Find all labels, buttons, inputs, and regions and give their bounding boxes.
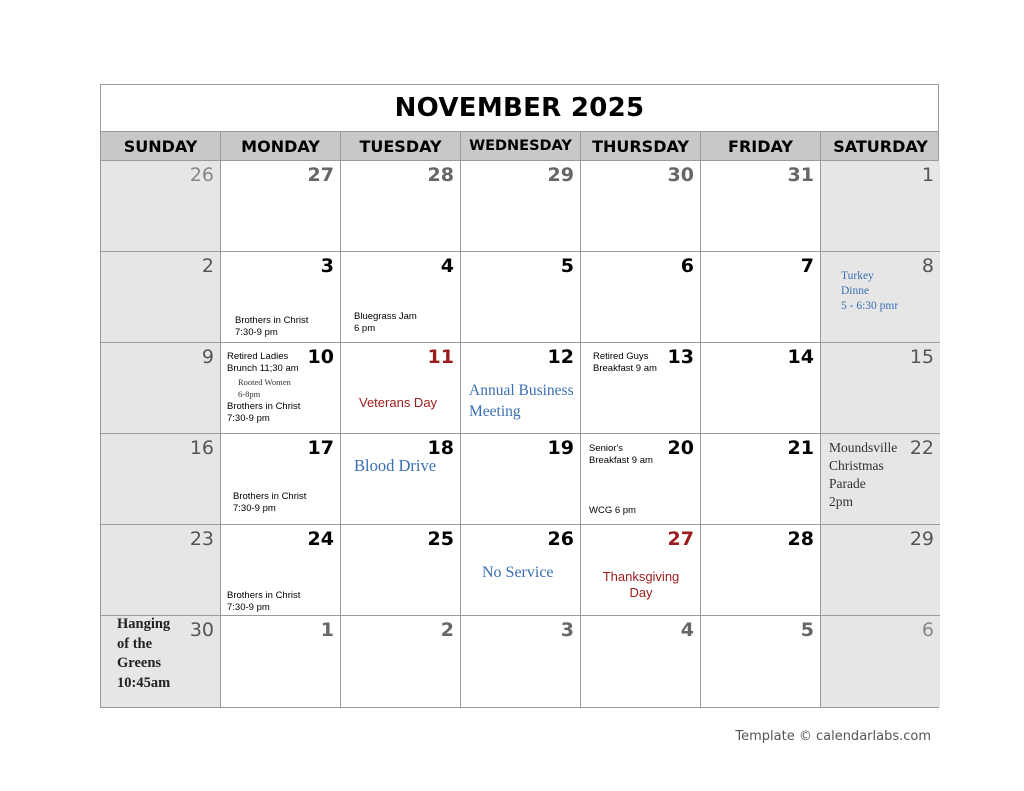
date-number: 28 <box>787 528 814 550</box>
day-header-friday: FRIDAY <box>701 132 821 160</box>
template-credit: Template © calendarlabs.com <box>735 729 931 744</box>
day-cell[interactable] <box>101 434 221 525</box>
date-number: 1 <box>320 619 334 641</box>
date-number: 27 <box>667 528 694 550</box>
date-number: 2 <box>201 255 214 277</box>
day-cell[interactable] <box>101 343 221 434</box>
day-cell[interactable] <box>701 434 821 525</box>
day-cell[interactable] <box>221 434 341 525</box>
date-number: 29 <box>547 164 574 186</box>
day-cell[interactable] <box>461 252 581 343</box>
day-cell[interactable] <box>341 343 461 434</box>
day-cell[interactable] <box>821 616 940 707</box>
event-thanksgiving-day: Thanksgiving Day <box>602 569 680 600</box>
date-number: 24 <box>307 528 334 550</box>
date-number: 11 <box>427 346 454 368</box>
day-cell[interactable] <box>821 161 940 252</box>
day-cell[interactable] <box>581 434 701 525</box>
date-number: 31 <box>787 164 814 186</box>
day-cell[interactable] <box>581 252 701 343</box>
day-cell[interactable] <box>581 616 701 707</box>
day-cell[interactable] <box>821 252 940 343</box>
event-veterans-day: Veterans Day <box>359 395 438 410</box>
day-cell[interactable] <box>341 434 461 525</box>
calendar <box>100 84 939 708</box>
date-number: 15 <box>909 346 934 368</box>
event-blood-drive: Blood Drive <box>354 456 437 475</box>
event-brothers-in-christ: Brothers in Christ 7:30-9 pm <box>227 401 301 424</box>
day-cell[interactable] <box>821 525 940 616</box>
day-header-thursday: THURSDAY <box>581 132 701 160</box>
date-number: 6 <box>921 619 934 641</box>
day-cell[interactable] <box>701 252 821 343</box>
day-cell[interactable] <box>341 616 461 707</box>
date-number: 29 <box>909 528 934 550</box>
date-number: 5 <box>560 255 574 277</box>
date-number: 22 <box>909 437 934 459</box>
date-number: 8 <box>921 255 934 277</box>
day-cell[interactable] <box>101 616 221 707</box>
date-number: 5 <box>800 619 814 641</box>
event-brothers-in-christ: Brothers in Christ 7:30-9 pm <box>235 315 309 338</box>
date-number: 17 <box>307 437 334 459</box>
day-cell[interactable] <box>341 252 461 343</box>
date-number: 30 <box>189 619 214 641</box>
day-cell[interactable] <box>701 161 821 252</box>
day-cell[interactable] <box>341 161 461 252</box>
date-number: 1 <box>921 164 934 186</box>
date-number: 9 <box>201 346 214 368</box>
date-number: 19 <box>547 437 574 459</box>
day-cell[interactable] <box>461 434 581 525</box>
event-moundsville-christmas-parade: Moundsville Christmas Parade 2pm <box>829 440 898 509</box>
day-cell[interactable] <box>461 343 581 434</box>
date-number: 25 <box>427 528 454 550</box>
day-cell[interactable] <box>581 525 701 616</box>
date-number: 7 <box>800 255 814 277</box>
day-cell[interactable] <box>101 252 221 343</box>
day-cell[interactable] <box>461 616 581 707</box>
event-retired-ladies-brunch: Retired Ladies Brunch 11;30 am <box>227 351 299 374</box>
day-cell[interactable] <box>701 343 821 434</box>
day-cell[interactable] <box>101 161 221 252</box>
event-seniors-breakfast: Senior's Breakfast 9 am <box>589 443 653 466</box>
date-number: 30 <box>667 164 694 186</box>
day-cell[interactable] <box>581 343 701 434</box>
event-wcg: WCG 6 pm <box>589 505 636 516</box>
day-cell[interactable] <box>701 525 821 616</box>
day-cell[interactable] <box>821 343 940 434</box>
day-cell[interactable] <box>221 161 341 252</box>
event-brothers-in-christ: Brothers in Christ 7:30-9 pm <box>227 590 301 613</box>
date-number: 6 <box>680 255 694 277</box>
event-rooted-women: Rooted Women 6-8pm <box>238 377 291 399</box>
date-number: 12 <box>547 346 574 368</box>
day-cell[interactable] <box>221 343 341 434</box>
month-title: NOVEMBER 2025 <box>101 85 938 132</box>
day-cell[interactable] <box>821 434 940 525</box>
day-cell[interactable] <box>221 525 341 616</box>
event-hanging-of-the-greens: Hanging of the Greens 10:45am <box>117 616 171 691</box>
day-header-sunday: SUNDAY <box>101 132 221 160</box>
date-number: 10 <box>307 346 334 368</box>
date-number: 28 <box>427 164 454 186</box>
day-cell[interactable] <box>341 525 461 616</box>
day-header-tuesday: TUESDAY <box>341 132 461 160</box>
date-number: 26 <box>189 164 214 186</box>
date-number: 2 <box>440 619 454 641</box>
date-number: 27 <box>307 164 334 186</box>
date-number: 13 <box>667 346 694 368</box>
day-cell[interactable] <box>221 252 341 343</box>
day-cell[interactable] <box>461 161 581 252</box>
date-number: 23 <box>189 528 214 550</box>
date-number: 3 <box>320 255 334 277</box>
day-cell[interactable] <box>101 525 221 616</box>
day-header-monday: MONDAY <box>221 132 341 160</box>
event-no-service: No Service <box>482 564 554 581</box>
event-turkey-dinner: Turkey Dinne 5 - 6:30 pmr <box>841 270 899 312</box>
date-number: 16 <box>189 437 214 459</box>
date-number: 18 <box>427 437 454 459</box>
day-header-saturday: SATURDAY <box>833 136 928 156</box>
event-retired-guys-breakfast: Retired Guys Breakfast 9 am <box>593 351 657 374</box>
day-cell[interactable] <box>581 161 701 252</box>
weekday-header <box>101 132 938 161</box>
day-cell[interactable] <box>701 616 821 707</box>
event-annual-business-meeting: Annual Business Meeting <box>469 382 574 420</box>
event-bluegrass-jam: Bluegrass Jam 6 pm <box>354 311 417 334</box>
date-number: 21 <box>787 437 814 459</box>
day-header-wednesday: WEDNESDAY <box>461 132 581 160</box>
date-number: 14 <box>787 346 814 368</box>
day-cell[interactable] <box>221 616 341 707</box>
event-brothers-in-christ: Brothers in Christ 7:30-9 pm <box>233 491 307 514</box>
day-cell[interactable] <box>461 525 581 616</box>
date-number: 26 <box>547 528 574 550</box>
date-number: 4 <box>680 619 694 641</box>
date-number: 3 <box>560 619 574 641</box>
calendar-grid <box>101 161 938 707</box>
date-number: 4 <box>440 255 454 277</box>
date-number: 20 <box>667 437 694 459</box>
